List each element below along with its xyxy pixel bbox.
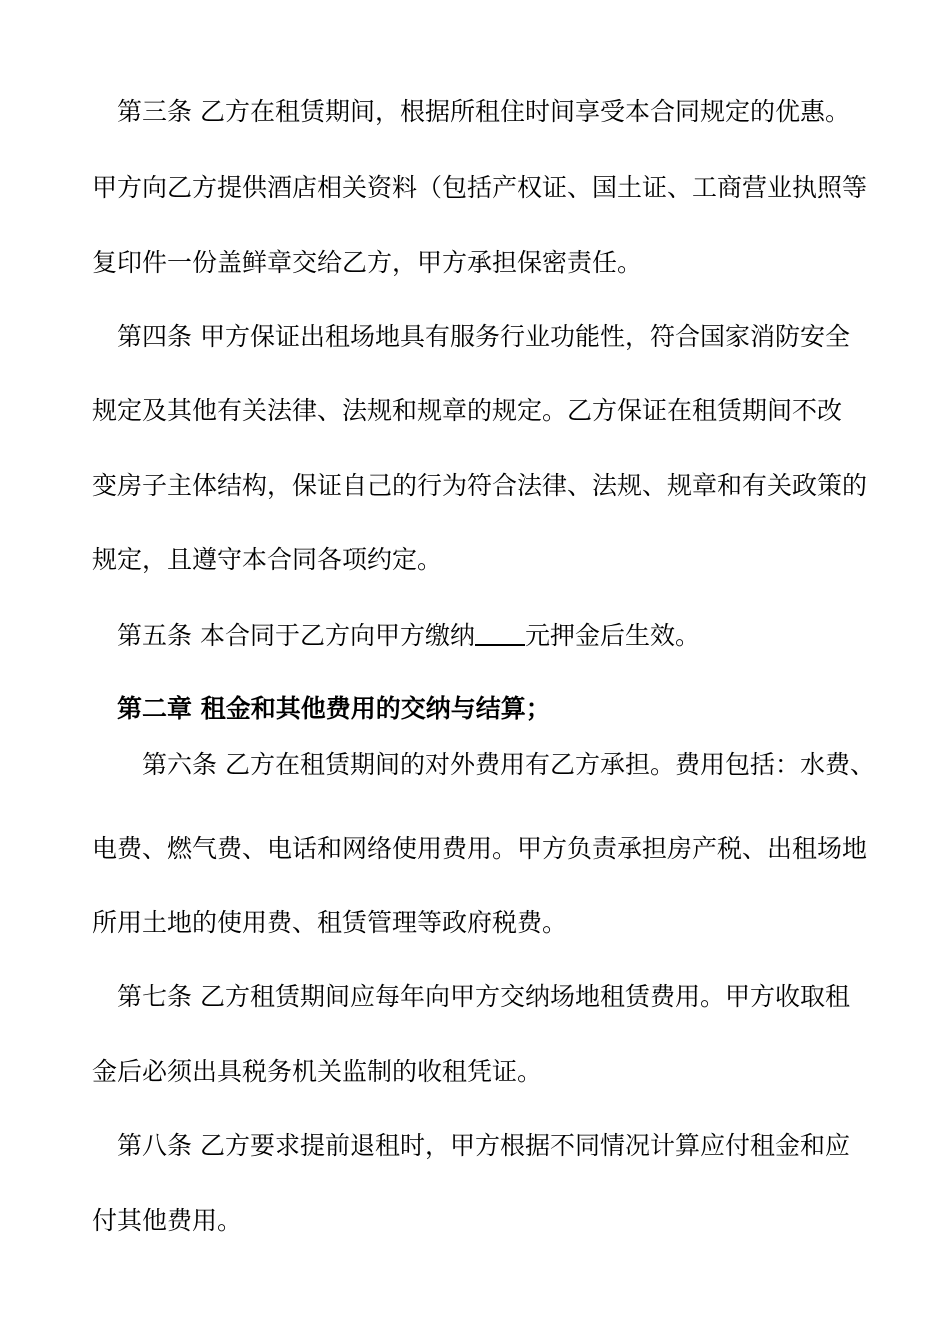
article-8-line-2: 付其他费用。 — [92, 1206, 243, 1235]
article-5-text-end: 元押金后生效。 — [524, 621, 700, 650]
article-3-line-1: 第三条 乙方在租赁期间，根据所租住时间享受本合同规定的优惠。 — [117, 97, 850, 126]
chapter-2-heading: 第二章 租金和其他费用的交纳与结算； — [117, 694, 551, 723]
article-6-line-2: 电费、燃气费、电话和网络使用费用。甲方负责承担房产税、出租场地 — [92, 834, 868, 863]
article-4-line-2: 规定及其他有关法律、法规和规章的规定。乙方保证在租赁期间不改 — [92, 396, 843, 425]
article-8-line-1: 第八条 乙方要求提前退租时，甲方根据不同情况计算应付租金和应 — [117, 1131, 850, 1160]
article-4-line-1: 第四条 甲方保证出租场地具有服务行业功能性，符合国家消防安全 — [117, 322, 850, 351]
article-6-line-1: 第六条 乙方在租赁期间的对外费用有乙方承担。费用包括：水费、 — [142, 750, 875, 779]
deposit-amount-blank — [475, 616, 525, 646]
article-3-line-2: 甲方向乙方提供酒店相关资料（包括产权证、国土证、工商营业执照等 — [92, 173, 868, 202]
article-6-line-3: 所用土地的使用费、租赁管理等政府税费。 — [92, 908, 568, 937]
article-5-text-start: 第五条 本合同于乙方向甲方缴纳 — [117, 621, 475, 650]
article-4-line-4: 规定，且遵守本合同各项约定。 — [92, 545, 443, 574]
article-7-line-2: 金后必须出具税务机关监制的收租凭证。 — [92, 1057, 543, 1086]
article-7-line-1: 第七条 乙方租赁期间应每年向甲方交纳场地租赁费用。甲方收取租 — [117, 982, 850, 1011]
article-4-line-3: 变房子主体结构，保证自己的行为符合法律、法规、规章和有关政策的 — [92, 471, 868, 500]
article-5-line — [117, 614, 700, 654]
article-3-line-3: 复印件一份盖鲜章交给乙方，甲方承担保密责任。 — [92, 248, 643, 277]
